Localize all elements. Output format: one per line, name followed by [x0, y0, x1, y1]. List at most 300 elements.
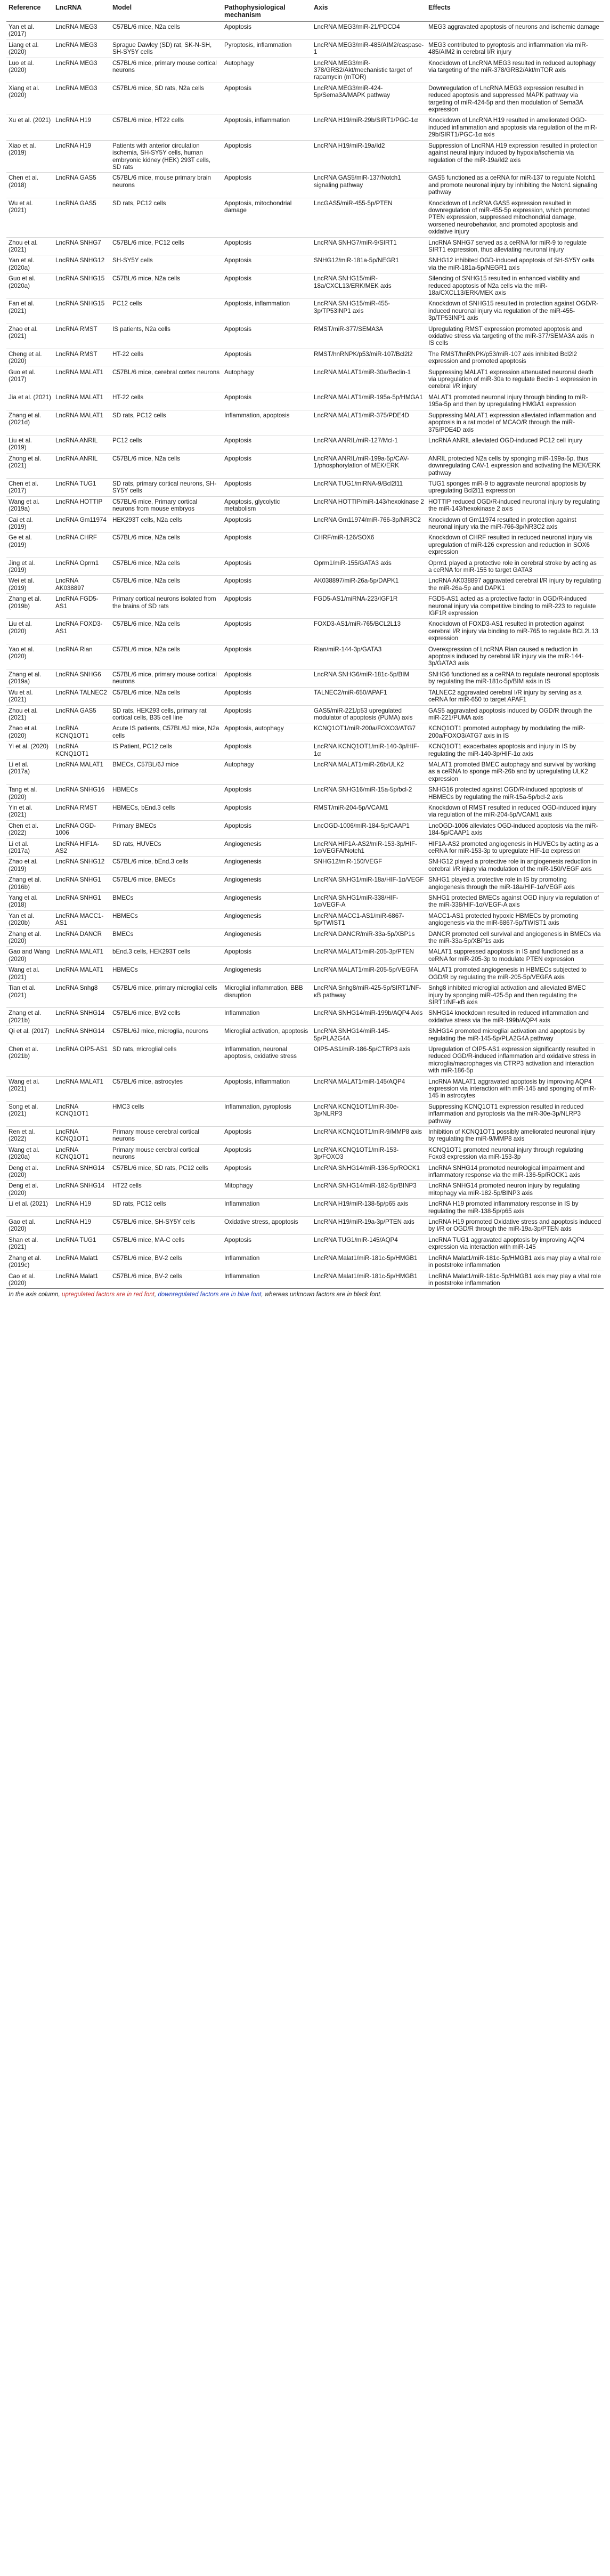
cell-mechanism: Inflammation: [222, 1271, 312, 1289]
cell-lncrna: LncRNA SNHG15: [53, 298, 110, 324]
cell-mechanism: Apoptosis: [222, 1234, 312, 1253]
cell-axis: LncGAS5/miR-455-5p/PTEN: [312, 198, 426, 237]
header-axis: Axis: [312, 1, 426, 22]
cell-mechanism: Microglial inflammation, BBB disruption: [222, 983, 312, 1008]
cell-model: C57BL/6 mice, N2a cells: [110, 576, 222, 594]
cell-model: HEK293T cells, N2a cells: [110, 514, 222, 532]
cell-effects: LncRNA SNHG7 served as a ceRNA for miR-9 to regulate SIRT1 expression, thus alleviating neuronal injury: [426, 237, 604, 255]
cell-model: SD rats, HUVECs: [110, 838, 222, 857]
cell-lncrna: LncRNA MALAT1: [53, 759, 110, 784]
cell-model: C57BL/6 mice, bEnd.3 cells: [110, 857, 222, 875]
cell-mechanism: Apoptosis: [222, 392, 312, 410]
table-row: [6, 857, 604, 875]
table-row: [6, 255, 604, 273]
table-row: [6, 983, 604, 1008]
table-row: [6, 928, 604, 947]
cell-reference: Cao et al. (2020): [6, 1271, 53, 1289]
cell-lncrna: LncRNA FGD5-AS1: [53, 594, 110, 619]
cell-lncrna: LncRNA MEG3: [53, 39, 110, 58]
cell-lncrna: LncRNA Oprm1: [53, 558, 110, 576]
cell-reference: Zhou et al. (2021): [6, 237, 53, 255]
table-row: [6, 1101, 604, 1126]
table-row: [6, 785, 604, 803]
cell-reference: Xiao et al. (2019): [6, 140, 53, 173]
cell-effects: LncRNA SNHG14 promoted neuron injury by regulating mitophagy via miR-182-5p/BINP3 axis: [426, 1181, 604, 1199]
footnote: [6, 1289, 604, 1300]
cell-mechanism: Apoptosis: [222, 255, 312, 273]
cell-model: BMECs: [110, 893, 222, 911]
cell-reference: Liu et al. (2020): [6, 619, 53, 644]
cell-axis: LncRNA MEG3/miR-485/AIM2/caspase-1: [312, 39, 426, 58]
cell-lncrna: LncRNA SNHG14: [53, 1162, 110, 1181]
cell-reference: Chen et al. (2022): [6, 820, 53, 838]
cell-reference: Guo et al. (2017): [6, 367, 53, 392]
cell-reference: Luo et al. (2020): [6, 58, 53, 83]
cell-model: BMECs: [110, 928, 222, 947]
cell-lncrna: LncRNA AK038897: [53, 576, 110, 594]
cell-effects: HIF1A-AS2 promoted angiogenesis in HUVECs by acting as a ceRNA for miR-153-3p to upregulate HIF-1α expression: [426, 838, 604, 857]
cell-lncrna: LncRNA Rian: [53, 644, 110, 669]
cell-effects: DANCR promoted cell survival and angiogenesis in BMECs via the miR-33a-5p/XBP1s axis: [426, 928, 604, 947]
cell-reference: Li et al. (2017a): [6, 759, 53, 784]
cell-lncrna: LncRNA SNHG12: [53, 255, 110, 273]
cell-axis: LncRNA HIF1A-AS2/miR-153-3p/HIF-1α/VEGFA/Notch1: [312, 838, 426, 857]
cell-lncrna: LncRNA KCNQ1OT1: [53, 1127, 110, 1145]
cell-mechanism: Apoptosis: [222, 349, 312, 367]
cell-mechanism: Apoptosis: [222, 705, 312, 723]
cell-effects: LncRNA Malat1/miR-181c-5p/HMGB1 axis may play a vital role in poststroke inflammation: [426, 1253, 604, 1271]
table-row: [6, 532, 604, 558]
cell-axis: LncRNA SNHG15/miR-18a/CXCL13/ERK/MEK axis: [312, 273, 426, 298]
cell-model: PC12 cells: [110, 435, 222, 453]
cell-effects: TUG1 sponges miR-9 to aggravate neuronal apoptosis by upregulating Bcl2l11 expression: [426, 478, 604, 496]
cell-mechanism: Oxidative stress, apoptosis: [222, 1217, 312, 1235]
cell-lncrna: LncRNA MALAT1: [53, 965, 110, 983]
cell-mechanism: Inflammation: [222, 1253, 312, 1271]
cell-model: C57BL/6 mice, astrocytes: [110, 1076, 222, 1101]
table-row: [6, 478, 604, 496]
cell-reference: Guo et al. (2020a): [6, 273, 53, 298]
cell-mechanism: Apoptosis: [222, 669, 312, 687]
cell-axis: RMST/hnRNPK/p53/miR-107/Bcl2l2: [312, 349, 426, 367]
cell-lncrna: LncRNA ANRIL: [53, 435, 110, 453]
cell-reference: Li et al. (2021): [6, 1199, 53, 1217]
cell-mechanism: Apoptosis: [222, 453, 312, 478]
cell-axis: LncRNA H19/miR-29b/SIRT1/PGC-1α: [312, 115, 426, 140]
table-row: [6, 273, 604, 298]
cell-reference: Chen et al. (2017): [6, 478, 53, 496]
cell-model: SD rats, PC12 cells: [110, 1199, 222, 1217]
table-row: [6, 435, 604, 453]
cell-model: C57BL/6 mice, mouse primary brain neurons: [110, 173, 222, 198]
cell-model: Acute IS patients, C57BL/6J mice, N2a cells: [110, 723, 222, 741]
cell-axis: LncRNA ANRIL/miR-127/Mcl-1: [312, 435, 426, 453]
cell-lncrna: LncRNA HOTTIP: [53, 496, 110, 514]
cell-model: SD rats, PC12 cells: [110, 198, 222, 237]
footnote-mid: ,: [154, 1291, 158, 1298]
table-row: [6, 875, 604, 893]
cell-model: C57BL/6 mice, N2a cells: [110, 619, 222, 644]
cell-reference: Li et al. (2017a): [6, 838, 53, 857]
cell-reference: Ge et al. (2019): [6, 532, 53, 558]
table-row: [6, 1271, 604, 1289]
cell-axis: LncRNA MEG3/miR-424-5p/Sema3A/MAPK pathway: [312, 83, 426, 115]
table-row: [6, 802, 604, 820]
table-row: [6, 1076, 604, 1101]
cell-axis: RMST/miR-204-5p/VCAM1: [312, 802, 426, 820]
cell-reference: Zhao et al. (2021): [6, 324, 53, 349]
table-row: [6, 298, 604, 324]
cell-reference: Yan et al. (2017): [6, 22, 53, 40]
cell-effects: SNHG14 promoted microglial activation and apoptosis by regulating the miR-145-5p/PLA2G4A pathway: [426, 1026, 604, 1044]
cell-lncrna: LncRNA SNHG14: [53, 1026, 110, 1044]
cell-model: C57BL/6 mice, SH-SY5Y cells: [110, 1217, 222, 1235]
cell-lncrna: LncRNA RMST: [53, 802, 110, 820]
cell-reference: Chen et al. (2018): [6, 173, 53, 198]
cell-effects: SNHG12 played a protective role in angiogenesis reduction in cerebral I/R injury via modulation of the miR-150/VEGF axis: [426, 857, 604, 875]
cell-reference: Yan et al. (2020b): [6, 910, 53, 928]
header-model: Model: [110, 1, 222, 22]
cell-lncrna: LncRNA TUG1: [53, 1234, 110, 1253]
cell-axis: LncRNA Malat1/miR-181c-5p/HMGB1: [312, 1253, 426, 1271]
cell-reference: Gao and Wang (2020): [6, 947, 53, 965]
cell-model: C57BL/6J mice, microglia, neurons: [110, 1026, 222, 1044]
cell-mechanism: Microglial activation, apoptosis: [222, 1026, 312, 1044]
cell-reference: Wang et al. (2019a): [6, 496, 53, 514]
cell-axis: LncRNA MEG3/miR-378/GRB2/Akt/mechanistic target of rapamycin (mTOR): [312, 58, 426, 83]
cell-reference: Yin et al. (2021): [6, 802, 53, 820]
cell-effects: Knockdown of SNHG15 resulted in protection against OGD/R-induced neuronal injury via regulation of the miR-455-3p/TP53INP1 axis: [426, 298, 604, 324]
cell-lncrna: LncRNA Malat1: [53, 1253, 110, 1271]
cell-lncrna: LncRNA H19: [53, 1199, 110, 1217]
cell-reference: Xu et al. (2021): [6, 115, 53, 140]
cell-axis: LncRNA MEG3/miR-21/PDCD4: [312, 22, 426, 40]
cell-effects: Upregulating RMST expression promoted apoptosis and oxidative stress via targeting of the miR-377/SEMA3A axis in IS cells: [426, 324, 604, 349]
cell-reference: Chen et al. (2021b): [6, 1044, 53, 1076]
cell-reference: Tang et al. (2020): [6, 785, 53, 803]
cell-model: Primary mouse cerebral cortical neurons: [110, 1144, 222, 1162]
cell-model: C57BL/6 mice, primary microglial cells: [110, 983, 222, 1008]
cell-reference: Song et al. (2021): [6, 1101, 53, 1126]
cell-lncrna: LncRNA SNHG6: [53, 669, 110, 687]
cell-reference: Zhou et al. (2021): [6, 705, 53, 723]
cell-mechanism: Apoptosis: [222, 324, 312, 349]
table-row: [6, 965, 604, 983]
table-row: [6, 140, 604, 173]
cell-lncrna: LncRNA MALAT1: [53, 410, 110, 435]
lncrna-table: [6, 1, 604, 1289]
cell-mechanism: Apoptosis: [222, 478, 312, 496]
cell-effects: Knockdown of RMST resulted in reduced OGD-induced injury via regulation of the miR-204-5p/VCAM1 axis: [426, 802, 604, 820]
cell-lncrna: LncRNA Gm11974: [53, 514, 110, 532]
cell-axis: LncRNA MALAT1/miR-145/AQP4: [312, 1076, 426, 1101]
cell-effects: SNHG12 inhibited OGD-induced apoptosis of SH-SY5Y cells via the miR-181a-5p/NEGR1 axis: [426, 255, 604, 273]
cell-mechanism: Angiogenesis: [222, 893, 312, 911]
cell-effects: MALAT1 promoted angiogenesis in HBMECs subjected to OGD/R by regulating the miR-205-5p/VEGFA axis: [426, 965, 604, 983]
cell-reference: Jing et al. (2019): [6, 558, 53, 576]
cell-model: C57BL/6 mice, primary mouse cortical neurons: [110, 669, 222, 687]
table-row: [6, 1199, 604, 1217]
cell-axis: LncRNA MALAT1/miR-205-5p/VEGFA: [312, 965, 426, 983]
cell-axis: SNHG12/miR-181a-5p/NEGR1: [312, 255, 426, 273]
cell-model: C57BL/6 mice, SD rats, N2a cells: [110, 83, 222, 115]
cell-effects: LncRNA ANRIL alleviated OGD-induced PC12 cell injury: [426, 435, 604, 453]
table-row: [6, 58, 604, 83]
cell-axis: LncRNA H19/miR-19a/Id2: [312, 140, 426, 173]
cell-effects: MALAT1 promoted neuronal injury through binding to miR-195a-5p and then by upregulating HMGA1 expression: [426, 392, 604, 410]
cell-effects: Knockdown of CHRF resulted in reduced neuronal injury via upregulation of miR-126 expression and reduction in SOX6 expression: [426, 532, 604, 558]
cell-model: BMECs, C57BL/6J mice: [110, 759, 222, 784]
cell-mechanism: Apoptosis: [222, 532, 312, 558]
cell-model: C57BL/6 mice, BV-2 cells: [110, 1271, 222, 1289]
table-row: [6, 723, 604, 741]
cell-lncrna: LncRNA MALAT1: [53, 947, 110, 965]
cell-model: C57BL/6 mice, BV2 cells: [110, 1008, 222, 1026]
cell-axis: LncRNA SNHG14/miR-182-5p/BINP3: [312, 1181, 426, 1199]
cell-axis: LncRNA ANRIL/miR-199a-5p/CAV-1/phosphorylation of MEK/ERK: [312, 453, 426, 478]
cell-axis: LncRNA GAS5/miR-137/Notch1 signaling pathway: [312, 173, 426, 198]
cell-model: C57BL/6 mice, cerebral cortex neurons: [110, 367, 222, 392]
cell-mechanism: Autophagy: [222, 367, 312, 392]
cell-model: HT22 cells: [110, 1181, 222, 1199]
cell-axis: LncRNA SNHG1/miR-338/HIF-1α/VEGF-A: [312, 893, 426, 911]
cell-effects: Snhg8 inhibited microglial activation and alleviated BMEC injury by sponging miR-425-5p and then regulating the SIRT1/NF-κB axis: [426, 983, 604, 1008]
cell-model: SD rats, HEK293 cells, primary rat cortical cells, B35 cell line: [110, 705, 222, 723]
cell-effects: SNHG14 knockdown resulted in reduced inflammation and oxidative stress via the miR-199b/AQP4 axis: [426, 1008, 604, 1026]
cell-axis: LncRNA MALAT1/miR-26b/ULK2: [312, 759, 426, 784]
cell-effects: Silencing of SNHG15 resulted in enhanced viability and reduced apoptosis of N2a cells via the miR-18a/CXCL13/ERK/MEK axis: [426, 273, 604, 298]
cell-mechanism: Apoptosis: [222, 785, 312, 803]
cell-model: HBMECs: [110, 785, 222, 803]
cell-effects: Suppressing MALAT1 expression attenuated neuronal death via upregulation of miR-30a to regulate Beclin-1 expression in cerebral I/R injury: [426, 367, 604, 392]
cell-axis: KCNQ1OT1/miR-200a/FOXO3/ATG7: [312, 723, 426, 741]
cell-axis: LncRNA SNHG14/miR-145-5p/PLA2G4A: [312, 1026, 426, 1044]
table-row: [6, 392, 604, 410]
cell-mechanism: Apoptosis, autophagy: [222, 723, 312, 741]
cell-model: SD rats, PC12 cells: [110, 410, 222, 435]
cell-mechanism: Apoptosis, inflammation: [222, 115, 312, 140]
cell-mechanism: Apoptosis, inflammation: [222, 298, 312, 324]
cell-model: C57BL/6 mice, Primary cortical neurons from mouse embryos: [110, 496, 222, 514]
cell-axis: LncRNA SNHG14/miR-199b/AQP4 Axis: [312, 1008, 426, 1026]
cell-effects: HOTTIP reduced OGD/R-induced neuronal injury by regulating the miR-143/hexokinase 2 axis: [426, 496, 604, 514]
cell-lncrna: LncRNA SNHG1: [53, 875, 110, 893]
cell-mechanism: Apoptosis: [222, 435, 312, 453]
cell-model: C57BL/6 mice, HT22 cells: [110, 115, 222, 140]
cell-lncrna: LncRNA SNHG12: [53, 857, 110, 875]
cell-model: C57BL/6 mice, N2a cells: [110, 687, 222, 705]
cell-lncrna: LncRNA MEG3: [53, 58, 110, 83]
cell-reference: Fan et al. (2021): [6, 298, 53, 324]
cell-model: C57BL/6 mice, N2a cells: [110, 532, 222, 558]
cell-axis: LncRNA SNHG14/miR-136-5p/ROCK1: [312, 1162, 426, 1181]
cell-mechanism: Inflammation, apoptosis: [222, 410, 312, 435]
table-row: [6, 514, 604, 532]
table-row: [6, 237, 604, 255]
table-row: [6, 1044, 604, 1076]
table-row: [6, 453, 604, 478]
footnote-end: , whereas unknown factors are in black font.: [261, 1291, 382, 1298]
cell-mechanism: Apoptosis, inflammation: [222, 1076, 312, 1101]
cell-mechanism: Apoptosis: [222, 687, 312, 705]
cell-axis: LncRNA MACC1-AS1/miR-6867-5p/TWIST1: [312, 910, 426, 928]
cell-lncrna: LncRNA KCNQ1OT1: [53, 741, 110, 760]
cell-lncrna: LncRNA RMST: [53, 324, 110, 349]
cell-axis: LncRNA SNHG15/miR-455-3p/TP53INP1 axis: [312, 298, 426, 324]
cell-axis: GAS5/miR-221/p53 upregulated modulator of apoptosis (PUMA) axis: [312, 705, 426, 723]
cell-effects: Oprm1 played a protective role in cerebral stroke by acting as a ceRNA for miR-155 to target GATA3: [426, 558, 604, 576]
cell-mechanism: Apoptosis, mitochondrial damage: [222, 198, 312, 237]
cell-axis: LncRNA KCNQ1OT1/miR-9/MMP8 axis: [312, 1127, 426, 1145]
cell-mechanism: Apoptosis: [222, 576, 312, 594]
cell-lncrna: LncRNA MALAT1: [53, 367, 110, 392]
cell-effects: Suppressing KCNQ1OT1 expression resulted in reduced inflammation and pyroptosis via the miR-30e-3p/NLRP3 pathway: [426, 1101, 604, 1126]
cell-mechanism: Apoptosis: [222, 820, 312, 838]
cell-axis: LncRNA MALAT1/miR-30a/Beclin-1: [312, 367, 426, 392]
cell-model: SH-SY5Y cells: [110, 255, 222, 273]
cell-lncrna: LncRNA MALAT1: [53, 392, 110, 410]
cell-lncrna: LncRNA SNHG7: [53, 237, 110, 255]
cell-reference: Wu et al. (2021): [6, 687, 53, 705]
cell-reference: Wang et al. (2021): [6, 1076, 53, 1101]
cell-axis: LncRNA MALAT1/miR-205-3p/PTEN: [312, 947, 426, 965]
table-row: [6, 1217, 604, 1235]
table-row: [6, 594, 604, 619]
cell-model: C57BL/6 mice, N2a cells: [110, 273, 222, 298]
footnote-intro: In the axis column,: [9, 1291, 62, 1298]
table-row: [6, 759, 604, 784]
cell-effects: Suppression of LncRNA H19 expression resulted in protection against neural injury induced by hypoxia/ischemia via regulation of the miR-19a/Id2 axis: [426, 140, 604, 173]
cell-model: C57BL/6 mice, MA-C cells: [110, 1234, 222, 1253]
cell-effects: Suppressing MALAT1 expression alleviated inflammation and apoptosis in a rat model of MCAO/R through the miR-375/PDE4D axis: [426, 410, 604, 435]
cell-reference: Wu et al. (2021): [6, 198, 53, 237]
cell-reference: Deng et al. (2020): [6, 1181, 53, 1199]
cell-reference: Zhao et al. (2019): [6, 857, 53, 875]
cell-mechanism: Apoptosis: [222, 1144, 312, 1162]
cell-lncrna: LncRNA OGD-1006: [53, 820, 110, 838]
cell-model: C57BL/6 mice, N2a cells: [110, 558, 222, 576]
cell-reference: Tian et al. (2021): [6, 983, 53, 1008]
cell-mechanism: Apoptosis: [222, 22, 312, 40]
cell-mechanism: Apoptosis: [222, 173, 312, 198]
cell-effects: ANRIL protected N2a cells by sponging miR-199a-5p, thus downregulating CAV-1 expression and activating the MEK/ERK pathway: [426, 453, 604, 478]
cell-lncrna: LncRNA OIP5-AS1: [53, 1044, 110, 1076]
cell-model: Primary BMECs: [110, 820, 222, 838]
cell-mechanism: Mitophagy: [222, 1181, 312, 1199]
cell-model: HT-22 cells: [110, 392, 222, 410]
table-row: [6, 1234, 604, 1253]
header-effects: Effects: [426, 1, 604, 22]
cell-effects: Knockdown of LncRNA GAS5 expression resulted in downregulation of miR-455-5p expression, which promoted PTEN expression, suppressed mitochondrial damage, worsened neurobehavior, and promoted apoptosis and oxidative injury: [426, 198, 604, 237]
cell-lncrna: LncRNA KCNQ1OT1: [53, 1101, 110, 1126]
cell-mechanism: Pyroptosis, inflammation: [222, 39, 312, 58]
cell-mechanism: Apoptosis: [222, 1162, 312, 1181]
cell-axis: LncOGD-1006/miR-184-5p/CAAP1: [312, 820, 426, 838]
cell-lncrna: LncRNA SNHG14: [53, 1181, 110, 1199]
cell-reference: Qi et al. (2017): [6, 1026, 53, 1044]
cell-model: IS patients, N2a cells: [110, 324, 222, 349]
cell-model: C57BL/6 mice, BV-2 cells: [110, 1253, 222, 1271]
table-row: [6, 83, 604, 115]
cell-model: SD rats, microglial cells: [110, 1044, 222, 1076]
cell-effects: Knockdown of Gm11974 resulted in protection against neuronal injury via the miR-766-3p/NR3C2 axis: [426, 514, 604, 532]
cell-mechanism: Angiogenesis: [222, 838, 312, 857]
cell-lncrna: LncRNA TALNEC2: [53, 687, 110, 705]
cell-reference: Wang et al. (2020a): [6, 1144, 53, 1162]
cell-effects: LncOGD-1006 alleviates OGD-induced apoptosis via the miR-184-5p/CAAP1 axis: [426, 820, 604, 838]
table-row: [6, 741, 604, 760]
cell-axis: LncRNA TUG1/miR-145/AQP4: [312, 1234, 426, 1253]
cell-reference: Zhang et al. (2020): [6, 928, 53, 947]
cell-axis: AK038897/miR-26a-5p/DAPK1: [312, 576, 426, 594]
cell-lncrna: LncRNA GAS5: [53, 173, 110, 198]
table-row: [6, 947, 604, 965]
table-row: [6, 1253, 604, 1271]
cell-model: C57BL/6 mice, N2a cells: [110, 22, 222, 40]
cell-mechanism: Inflammation: [222, 1008, 312, 1026]
cell-mechanism: Apoptosis: [222, 947, 312, 965]
cell-effects: KCNQ1OT1 promoted neuronal injury through regulating Foxo3 expression via miR-153-3p: [426, 1144, 604, 1162]
cell-reference: Zhang et al. (2019c): [6, 1253, 53, 1271]
table-row: [6, 576, 604, 594]
cell-lncrna: LncRNA KCNQ1OT1: [53, 723, 110, 741]
cell-axis: LncRNA HOTTIP/miR-143/hexokinase 2: [312, 496, 426, 514]
cell-axis: LncRNA SNHG1/miR-18a/HIF-1α/VEGF: [312, 875, 426, 893]
cell-model: IS Patient, PC12 cells: [110, 741, 222, 760]
cell-reference: Zhang et al. (2019a): [6, 669, 53, 687]
cell-axis: Oprm1/miR-155/GATA3 axis: [312, 558, 426, 576]
table-row: [6, 1008, 604, 1026]
cell-reference: Shan et al. (2021): [6, 1234, 53, 1253]
cell-reference: Cai et al. (2019): [6, 514, 53, 532]
cell-axis: LncRNA TUG1/miRNA-9/Bcl2l11: [312, 478, 426, 496]
cell-lncrna: LncRNA MACC1-AS1: [53, 910, 110, 928]
table-row: [6, 367, 604, 392]
cell-reference: Zhong et al. (2021): [6, 453, 53, 478]
cell-mechanism: Apoptosis: [222, 237, 312, 255]
cell-model: C57BL/6 mice, PC12 cells: [110, 237, 222, 255]
cell-model: Primary cortical neurons isolated from the brains of SD rats: [110, 594, 222, 619]
cell-axis: LncRNA MALAT1/miR-195a-5p/HMGA1: [312, 392, 426, 410]
cell-model: bEnd.3 cells, HEK293T cells: [110, 947, 222, 965]
cell-effects: LncRNA MALAT1 aggravated apoptosis by improving AQP4 expression via interaction with miR-145 and sponging of miR-145 in astrocytes: [426, 1076, 604, 1101]
cell-model: HMC3 cells: [110, 1101, 222, 1126]
cell-effects: KCNQ1OT1 exacerbates apoptosis and injury in IS by regulating the miR-140-3p/HIF-1α axis: [426, 741, 604, 760]
table-row: [6, 1026, 604, 1044]
cell-axis: LncRNA KCNQ1OT1/miR-140-3p/HIF-1α: [312, 741, 426, 760]
table-row: [6, 173, 604, 198]
cell-lncrna: LncRNA FOXD3-AS1: [53, 619, 110, 644]
table-row: [6, 496, 604, 514]
cell-axis: SNHG12/miR-150/VEGF: [312, 857, 426, 875]
cell-lncrna: LncRNA Snhg8: [53, 983, 110, 1008]
cell-reference: Jia et al. (2021): [6, 392, 53, 410]
cell-axis: OIP5-AS1/miR-186-5p/CTRP3 axis: [312, 1044, 426, 1076]
cell-effects: LncRNA H19 promoted Oxidative stress and apoptosis induced by I/R or OGD/R through the miR-19a-3p/PTEN axis: [426, 1217, 604, 1235]
cell-effects: LncRNA H19 promoted inflammatory response in IS by regulating the miR-138-5p/p65 axis: [426, 1199, 604, 1217]
cell-mechanism: Apoptosis: [222, 594, 312, 619]
table-row: [6, 410, 604, 435]
table-row: [6, 910, 604, 928]
header-row: [6, 1, 604, 22]
table-row: [6, 669, 604, 687]
cell-reference: Zhang et al. (2019b): [6, 594, 53, 619]
cell-axis: LncRNA Malat1/miR-181c-5p/HMGB1: [312, 1271, 426, 1289]
cell-reference: Xiang et al. (2020): [6, 83, 53, 115]
cell-reference: Deng et al. (2020): [6, 1162, 53, 1181]
table-row: [6, 619, 604, 644]
cell-lncrna: LncRNA SNHG16: [53, 785, 110, 803]
